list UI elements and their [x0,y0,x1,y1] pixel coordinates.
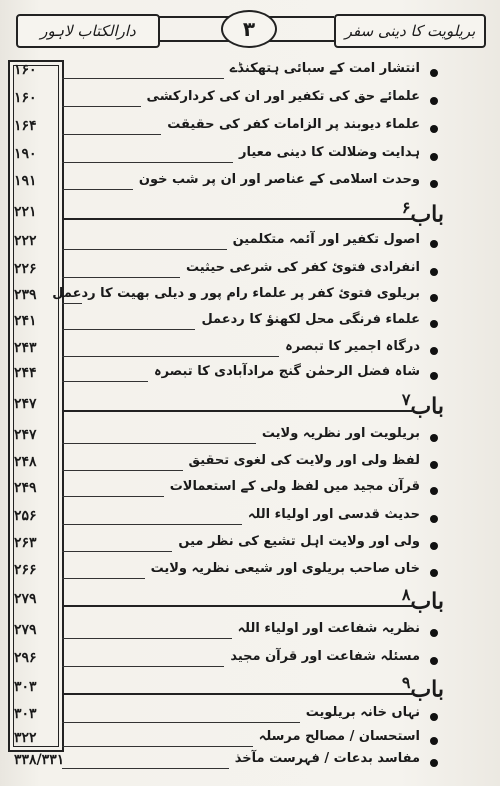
toc-page-number: ۳۲۲ [14,730,37,746]
leader-line [62,578,145,579]
toc-page-number: ۲۴۹ [14,480,37,496]
bullet-icon [430,569,438,577]
toc-entry-title: حدیث قدسی اور اولیاء اللہ [247,507,420,522]
leader-line [62,381,148,382]
toc-entry-title: وحدت اسلامی کے عناصر اور ان پر شب خون [138,172,420,187]
toc-entry-title: شاہ فضل الرحمٰن گنج مرادآبادی کا تبصرہ [153,364,420,379]
toc-page-number: ۱۹۰ [14,146,37,162]
bullet-icon [430,347,438,355]
leader-line [62,356,279,357]
leader-line [62,303,82,304]
chapter-rule [62,605,412,607]
bullet-icon [430,268,438,276]
toc-entry-title: درگاہ اجمیر کا تبصرہ [285,339,420,354]
toc-entry-title: علمائے حق کی تکفیر اور ان کی کردارکشی [146,89,420,104]
toc-page-number: ۲۴۴ [14,365,37,381]
toc-entry-title: ولی اور ولایت اہل تشیع کی نظر میں [178,534,420,549]
toc-page-number: ۱۶۰ [14,90,37,106]
bullet-icon [430,657,438,665]
toc-page-number: ۱۶۴ [14,118,37,134]
toc-page-number: ۲۲۲ [14,233,37,249]
leader-line [62,524,242,525]
leader-line [62,162,233,163]
chapter-number: ۹ [401,673,411,692]
bullet-icon [430,240,438,248]
toc-page-number: ۱۶۰ [14,62,37,78]
toc-page-number: ۲۶۶ [14,562,37,578]
toc-page-number: ۲۴۸ [14,454,37,470]
toc-entry-title: استحسان / مصالح مرسلہ [258,729,420,744]
toc-page-number: ۲۴۷ [14,427,37,443]
leader-line [62,277,180,278]
bullet-icon [430,713,438,721]
chapter-rule [62,410,412,412]
toc-entry-title: خاں صاحب بریلوی اور شیعی نظریہ ولایت [150,561,420,576]
chapter-heading [402,673,444,702]
chapter-number: ۷ [401,390,411,409]
bullet-icon [430,153,438,161]
bullet-icon [430,294,438,302]
chapter-heading [402,390,444,419]
toc-page-number: ۲۴۳ [14,340,37,356]
toc-entry-title: انتشار امت کے سبائی ہتھکنڈے [229,61,420,76]
chapter-heading [402,585,444,614]
bullet-icon [430,737,438,745]
toc-entry-title: نظریہ شفاعت اور اولیاء اللہ [237,621,420,636]
toc-entry-title: قرآن مجید میں لفظ ولی کے استعمالات [169,479,420,494]
book-title: بریلویت کا دینی سفر [334,14,486,48]
leader-line [62,189,133,190]
leader-line [62,768,229,769]
chapter-label: باب [410,201,444,228]
leader-line [62,551,172,552]
toc-page-number: ۳۰۳ [14,706,37,722]
toc-page-number: ۲۹۶ [14,650,37,666]
bullet-icon [430,461,438,469]
bullet-icon [430,125,438,133]
chapter-number: ۸ [401,585,411,604]
toc-entry-title: نہاں خانہ بریلویت [305,705,420,720]
toc-page-number: ۱۹۱ [14,173,37,189]
leader-line [62,106,141,107]
bullet-icon [430,515,438,523]
leader-line [62,443,256,444]
toc-entry-title: اصول تکفیر اور آئمہ متکلمین [232,232,420,247]
toc-entry-title: انفرادی فتوئ کفر کی شرعی حیثیت [185,260,420,275]
toc-page-number: ۳۰۳ [14,679,37,695]
leader-line [62,638,232,639]
bullet-icon [430,542,438,550]
bullet-icon [430,434,438,442]
bullet-icon [430,320,438,328]
chapter-label: باب [410,676,444,703]
page-header [16,10,486,48]
bullet-icon [430,69,438,77]
leader-line [62,329,195,330]
toc-entry-title: علماء دیوبند پر الزامات کفر کی حقیقت [167,117,420,132]
toc-page-number: ۲۳۹ [14,287,37,303]
toc-entry-title: ہدایت وضلالت کا دینی معیار [239,145,420,160]
toc-page-number: ۲۲۱ [14,204,37,220]
toc-entry-title: مفاسد بدعات / فہرست مآخذ [234,751,420,766]
toc-page-number: ۲۵۶ [14,508,37,524]
toc-page-number: ۲۴۱ [14,313,37,329]
leader-line [62,496,164,497]
bullet-icon [430,180,438,188]
leader-line [62,134,161,135]
bullet-icon [430,759,438,767]
leader-line [62,470,183,471]
bullet-icon [430,372,438,380]
toc-entry-title: بریلوی فتوئ کفر پر علماء رام پور و دیلی بھیت کا ردعمل [52,286,420,301]
chapter-label: باب [410,588,444,615]
leader-line [62,666,224,667]
toc-entry-title: بریلویت اور نظریہ ولایت [261,426,420,441]
toc-page-number: ۳۳۸/۳۳۱ [14,752,65,768]
bullet-icon [430,629,438,637]
chapter-rule [62,693,412,695]
toc-page-number: ۲۷۹ [14,591,37,607]
toc-page-number: ۲۶۳ [14,535,37,551]
toc-entry-title: علماء فرنگی محل لکھنؤ کا ردعمل [201,312,420,327]
page-number: ۳ [221,10,277,48]
toc-page-number: ۲۴۷ [14,396,37,412]
chapter-label: باب [410,393,444,420]
leader-line [62,746,253,747]
leader-line [62,722,300,723]
publisher-label: دارالکتاب لاہور [16,14,160,48]
leader-line [62,249,227,250]
chapter-number: ۶ [401,198,411,217]
chapter-rule [62,218,412,220]
toc-page-number: ۲۲۶ [14,261,37,277]
bullet-icon [430,487,438,495]
toc-page-number: ۲۷۹ [14,622,37,638]
leader-line [62,78,224,79]
toc-entry-title: مسئلہ شفاعت اور قرآن مجید [230,649,420,664]
toc-entry-title: لفظ ولی اور ولایت کی لغوی تحقیق [188,453,420,468]
chapter-heading [402,198,444,227]
bullet-icon [430,97,438,105]
